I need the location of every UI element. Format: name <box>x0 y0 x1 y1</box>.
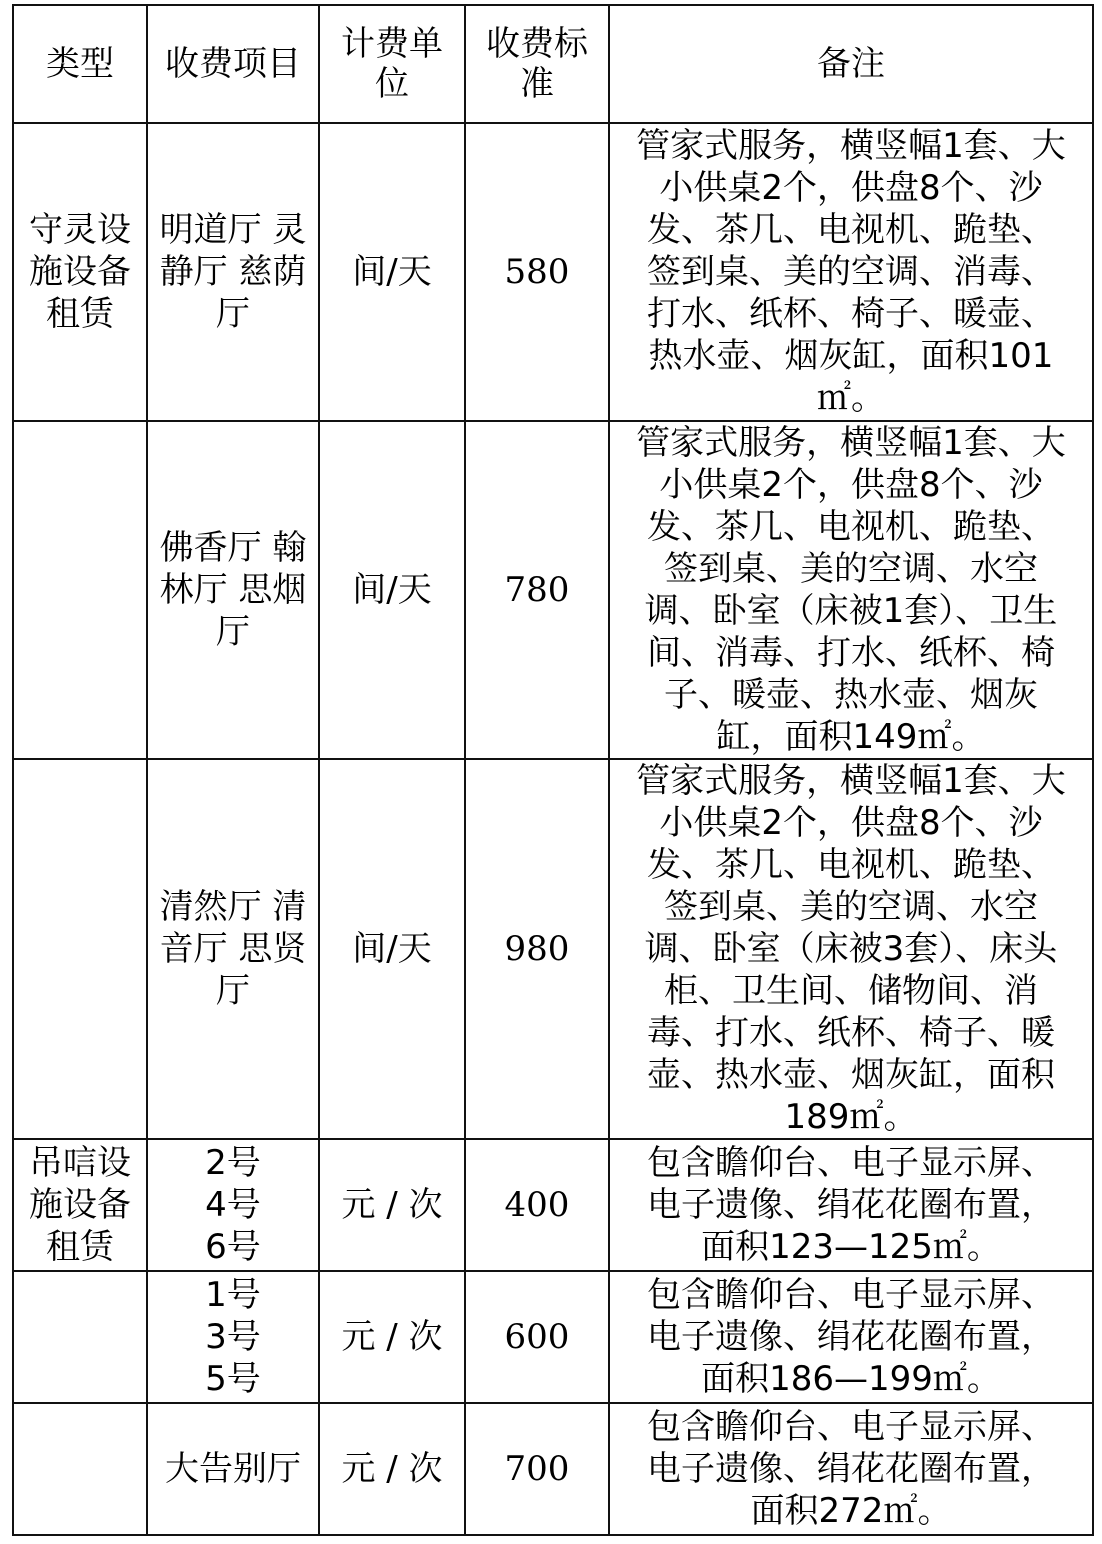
cell-note-text: 面积272㎡。 <box>750 1491 952 1531</box>
cell-unit-text: 间/天 <box>352 929 432 969</box>
header-unit: 计费单 位 <box>319 5 465 123</box>
cell-item-text: 林厅 思烟 <box>159 570 307 610</box>
cell-item-text: 大告别厅 <box>165 1449 301 1489</box>
cell-unit <box>319 1271 465 1403</box>
cell-item <box>147 421 319 759</box>
cell-note <box>609 421 1093 759</box>
cell-note-text: 间、消毒、打水、纸杯、椅 <box>647 633 1055 673</box>
table-row <box>13 123 1093 421</box>
cell-price-text: 700 <box>504 1449 570 1489</box>
cell-type-text: 租赁 <box>46 294 114 334</box>
cell-unit <box>319 123 465 421</box>
cell-type <box>13 421 147 759</box>
cell-note-text: 调、卧室（床被1套）、卫生 <box>644 591 1058 631</box>
cell-note-text: 管家式服务，横竖幅1套、大 <box>636 761 1066 801</box>
cell-price-text: 580 <box>504 252 570 292</box>
cell-price-text: 400 <box>504 1185 570 1225</box>
cell-item-text: 6号 <box>205 1227 261 1267</box>
cell-price <box>465 123 609 421</box>
cell-note-text: 小供桌2个，供盘8个、沙 <box>659 168 1043 208</box>
cell-note <box>609 1139 1093 1271</box>
header-row <box>13 5 1093 123</box>
cell-note-text: 缸，面积149㎡。 <box>716 717 986 757</box>
cell-type <box>13 1403 147 1535</box>
cell-note-text: 面积186—199㎡。 <box>701 1359 1001 1399</box>
header-type: 类型 <box>13 5 147 123</box>
cell-price <box>465 421 609 759</box>
cell-unit <box>319 759 465 1139</box>
cell-note-text: 热水壶、烟灰缸，面积101 <box>648 336 1054 376</box>
cell-item-text: 2号 <box>205 1143 261 1183</box>
cell-note-text: 签到桌、美的空调、水空 <box>664 887 1038 927</box>
cell-unit <box>319 1403 465 1535</box>
cell-price <box>465 1139 609 1271</box>
cell-item-text: 明道厅 灵 <box>159 210 307 250</box>
table-row <box>13 759 1093 1139</box>
cell-note-text: 小供桌2个，供盘8个、沙 <box>659 803 1043 843</box>
cell-price <box>465 1271 609 1403</box>
cell-note-text: 管家式服务，横竖幅1套、大 <box>636 126 1066 166</box>
cell-note-text: 电子遗像、绢花花圈布置， <box>647 1185 1055 1225</box>
cell-item-text: 厅 <box>216 971 250 1011</box>
cell-note-text: 柜、卫生间、储物间、消 <box>664 971 1038 1011</box>
cell-item <box>147 1271 319 1403</box>
cell-price-text: 980 <box>504 929 570 969</box>
table-row <box>13 1271 1093 1403</box>
cell-price-text: 600 <box>504 1317 570 1357</box>
cell-note-text: 发、茶几、电视机、跪垫、 <box>647 507 1055 547</box>
cell-type-text: 吊唁设 <box>29 1143 131 1183</box>
header-item: 收费项目 <box>147 5 319 123</box>
cell-unit-text: 间/天 <box>352 570 432 610</box>
cell-item-text: 静厅 慈荫 <box>159 252 307 292</box>
cell-note-text: 面积123—125㎡。 <box>701 1227 1001 1267</box>
cell-note-text: 电子遗像、绢花花圈布置， <box>647 1317 1055 1357</box>
cell-note-text: 壶、热水壶、烟灰缸，面积 <box>647 1055 1055 1095</box>
cell-unit-text: 间/天 <box>352 252 432 292</box>
cell-unit <box>319 1139 465 1271</box>
cell-note <box>609 759 1093 1139</box>
cell-item-text: 厅 <box>216 612 250 652</box>
cell-note-text: 签到桌、美的空调、消毒、 <box>647 252 1055 292</box>
cell-unit-text: 元 / 次 <box>341 1449 443 1489</box>
table-row <box>13 1139 1093 1271</box>
fee-table <box>12 4 1094 1536</box>
cell-type-text: 租赁 <box>46 1227 114 1267</box>
cell-note-text: 包含瞻仰台、电子显示屏、 <box>647 1407 1055 1447</box>
cell-note-text: 子、暖壶、热水壶、烟灰 <box>664 675 1038 715</box>
cell-type <box>13 759 147 1139</box>
cell-note-text: 签到桌、美的空调、水空 <box>664 549 1038 589</box>
cell-note-text: 打水、纸杯、椅子、暖壶、 <box>647 294 1055 334</box>
cell-note-text: 发、茶几、电视机、跪垫、 <box>647 210 1055 250</box>
cell-type <box>13 1271 147 1403</box>
cell-item-text: 4号 <box>205 1185 261 1225</box>
cell-note-text: 毒、打水、纸杯、椅子、暖 <box>647 1013 1055 1053</box>
cell-note-text: 小供桌2个，供盘8个、沙 <box>659 465 1043 505</box>
cell-item-text: 1号 <box>205 1275 261 1315</box>
cell-price <box>465 1403 609 1535</box>
table-row <box>13 421 1093 759</box>
cell-unit-text: 元 / 次 <box>341 1185 443 1225</box>
cell-item <box>147 123 319 421</box>
cell-item-text: 音厅 思贤 <box>159 929 307 969</box>
cell-type <box>13 123 147 421</box>
cell-note <box>609 1403 1093 1535</box>
cell-item-text: 清然厅 清 <box>159 887 307 927</box>
cell-item-text: 厅 <box>216 294 250 334</box>
cell-note-text: 包含瞻仰台、电子显示屏、 <box>647 1143 1055 1183</box>
cell-note <box>609 123 1093 421</box>
cell-price-text: 780 <box>504 570 570 610</box>
cell-item <box>147 1139 319 1271</box>
cell-note <box>609 1271 1093 1403</box>
header-note: 备注 <box>609 5 1093 123</box>
cell-type <box>13 1139 147 1271</box>
cell-type-text: 施设备 <box>29 252 131 292</box>
cell-item-text: 5号 <box>205 1359 261 1399</box>
cell-item <box>147 759 319 1139</box>
cell-note-text: 发、茶几、电视机、跪垫、 <box>647 845 1055 885</box>
cell-type-text: 施设备 <box>29 1185 131 1225</box>
cell-unit <box>319 421 465 759</box>
cell-note-text: 包含瞻仰台、电子显示屏、 <box>647 1275 1055 1315</box>
cell-note-text: 调、卧室（床被3套）、床头 <box>644 929 1058 969</box>
cell-note-text: 管家式服务，横竖幅1套、大 <box>636 423 1066 463</box>
table-row <box>13 1403 1093 1535</box>
cell-note-text: 电子遗像、绢花花圈布置， <box>647 1449 1055 1489</box>
cell-note-text: 189㎡。 <box>784 1097 918 1137</box>
cell-unit-text: 元 / 次 <box>341 1317 443 1357</box>
cell-price <box>465 759 609 1139</box>
cell-item <box>147 1403 319 1535</box>
header-price: 收费标 准 <box>465 5 609 123</box>
cell-item-text: 3号 <box>205 1317 261 1357</box>
cell-note-text: ㎡。 <box>817 378 885 418</box>
cell-item-text: 佛香厅 翰 <box>159 528 307 568</box>
cell-type-text: 守灵设 <box>29 210 131 250</box>
